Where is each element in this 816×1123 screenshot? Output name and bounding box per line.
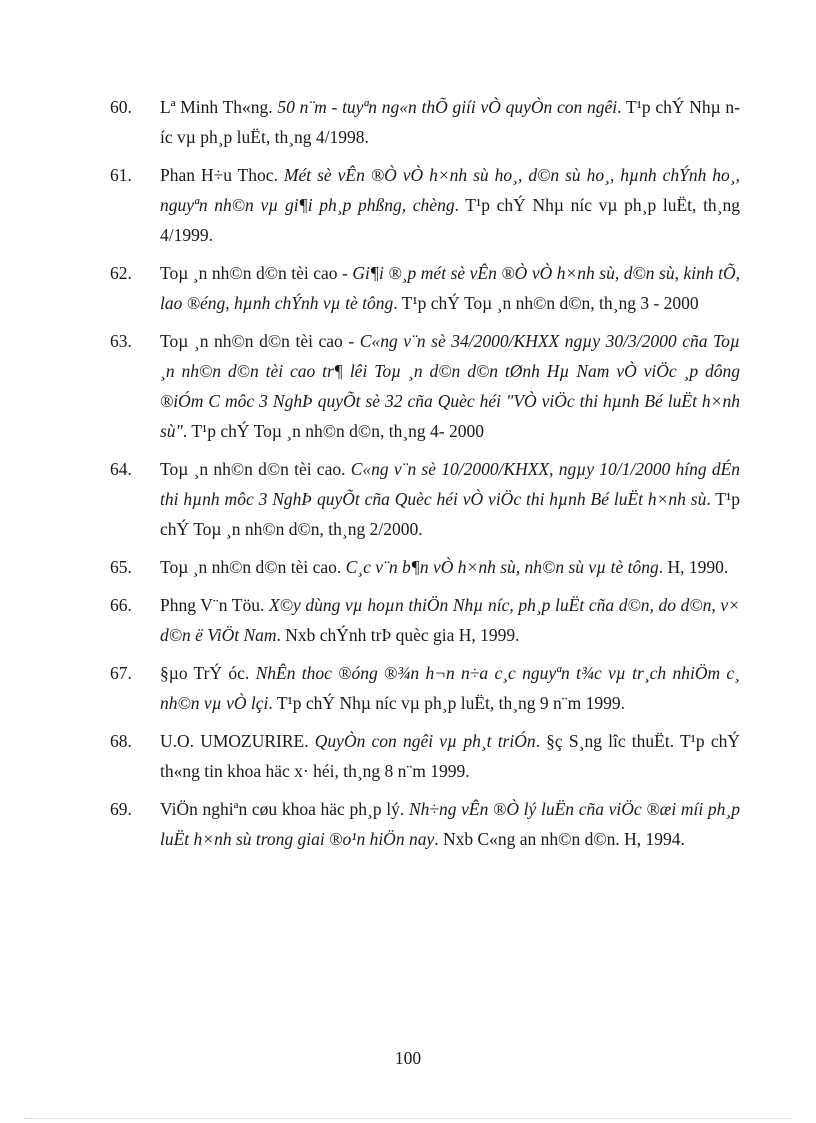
reference-source: . T¹p chÝ Toµ ¸n nh©n d©n, th¸ng 3 - 2000 (393, 293, 699, 313)
reference-source: . Nxb chÝnh trÞ quèc gia H, 1999. (276, 625, 520, 645)
reference-body (160, 92, 740, 152)
reference-list (110, 92, 740, 862)
reference-title: NhÊn thoc ®óng ®¾n h¬n n÷a c¸c nguyªn t¾c vµ tr¸ch nhiÖm c¸ nh©n vµ vÒ lçi (160, 663, 740, 713)
reference-number: 66. (110, 595, 132, 615)
reference-item (110, 258, 740, 318)
reference-number: 62. (110, 263, 132, 283)
reference-title: X©y dùng vµ hoµn thiÖn Nhµ níc, ph¸p luËt cña d©n, do d©n, v× d©n ë ViÖt Nam (160, 595, 740, 645)
reference-author: Toµ ¸n nh©n d©n tèi cao - (160, 263, 353, 283)
reference-item (110, 794, 740, 854)
reference-number: 64. (110, 459, 132, 479)
reference-body (160, 658, 740, 718)
reference-number: 67. (110, 663, 132, 683)
reference-title: Gi¶i ®¸p mét sè vÊn ®Ò vÒ h×nh sù, d©n sù, kinh tÕ, lao ®éng, hµnh chÝnh vµ tè tông (160, 263, 740, 313)
reference-body (160, 454, 740, 544)
reference-author: Phan H÷u Thoc. (160, 165, 284, 185)
reference-title: C«ng v¨n sè 10/2000/KHXX, ngµy 10/1/2000 híng dÉn thi hµnh môc 3 NghÞ quyÕt cña Quèc héi vÒ viÖc thi hµnh Bé luËt h×nh sù (160, 459, 741, 509)
reference-source: . H, 1990. (658, 557, 729, 577)
reference-number: 63. (110, 331, 132, 351)
reference-author: Lª Minh Th«ng. (160, 97, 278, 117)
reference-item (110, 326, 740, 446)
reference-item (110, 160, 740, 250)
reference-title: Nh÷ng vÊn ®Ò lý luËn cña viÖc ®æi míi ph¸p luËt h×nh sù trong giai ®o¹n hiÖn nay (160, 799, 740, 849)
page-bottom-divider (24, 1118, 792, 1119)
reference-author: Phng V¨n Töu. (160, 595, 269, 615)
reference-author: ViÖn nghiªn cøu khoa häc ph¸p lý. (160, 799, 409, 819)
reference-source: . T¹p chÝ Nhµ níc vµ ph¸p luËt, th¸ng 9 n¨m 1999. (268, 693, 626, 713)
reference-source: . T¹p chÝ Nhµ níc vµ ph¸p luËt, th¸ng 4/1998. (160, 97, 740, 147)
reference-title: C«ng v¨n sè 34/2000/KHXX ngµy 30/3/2000 cña Toµ ¸n nh©n d©n tèi cao tr¶ lêi Toµ ¸n d©n d©n tØnh Hµ Nam vÒ viÖc ¸p dông ®iÓm C môc 3 NghÞ quyÕt sè 32 cña Quèc héi "VÒ viÖc thi hµnh Bé luËt h×nh sù" (160, 331, 741, 441)
reference-body (160, 160, 740, 250)
reference-body (160, 552, 740, 582)
reference-source: . T¹p chÝ Toµ ¸n nh©n d©n, th¸ng 2/2000. (160, 489, 740, 539)
reference-author: Toµ ¸n nh©n d©n tèi cao - (160, 331, 360, 351)
reference-item (110, 454, 740, 544)
reference-number: 68. (110, 731, 132, 751)
reference-number: 61. (110, 165, 132, 185)
reference-source: . T¹p chÝ Nhµ níc vµ ph¸p luËt, th¸ng 4/1999. (160, 195, 741, 245)
reference-item (110, 726, 740, 786)
reference-author: §µo TrÝ óc. (160, 663, 256, 683)
reference-author: U.O. UMOZURIRE. (160, 731, 315, 751)
reference-source: . T¹p chÝ Toµ ¸n nh©n d©n, th¸ng 4- 2000 (182, 421, 484, 441)
reference-item (110, 552, 740, 582)
reference-number: 65. (110, 557, 132, 577)
reference-title: C¸c v¨n b¶n vÒ h×nh sù, nh©n sù vµ tè tông (345, 557, 659, 577)
reference-number: 69. (110, 799, 132, 819)
reference-title: QuyÒn con ngêi vµ ph¸t triÓn (314, 731, 536, 751)
reference-item (110, 92, 740, 152)
reference-body (160, 794, 740, 854)
page-number: 100 (394, 1048, 422, 1068)
reference-body (160, 590, 740, 650)
reference-source: . §ç S¸ng lîc thuËt. T¹p chÝ th«ng tin khoa häc x· héi, th¸ng 8 n¨m 1999. (160, 731, 740, 781)
reference-body (160, 326, 740, 446)
reference-title: Mét sè vÊn ®Ò vÒ h×nh sù ho¸, d©n sù ho¸, hµnh chÝnh ho¸, nguyªn nh©n vµ gi¶i ph¸p phßng, chèng (160, 165, 741, 215)
reference-item (110, 590, 740, 650)
reference-source: . Nxb C«ng an nh©n d©n. H, 1994. (434, 829, 685, 849)
reference-author: Toµ ¸n nh©n d©n tèi cao. (160, 459, 351, 479)
reference-title: 50 n¨m - tuyªn ng«n thÕ giíi vÒ quyÒn con ngêi (277, 97, 618, 117)
reference-author: Toµ ¸n nh©n d©n tèi cao. (160, 557, 346, 577)
reference-number: 60. (110, 97, 132, 117)
reference-body (160, 726, 740, 786)
reference-item (110, 658, 740, 718)
reference-body (160, 258, 740, 318)
